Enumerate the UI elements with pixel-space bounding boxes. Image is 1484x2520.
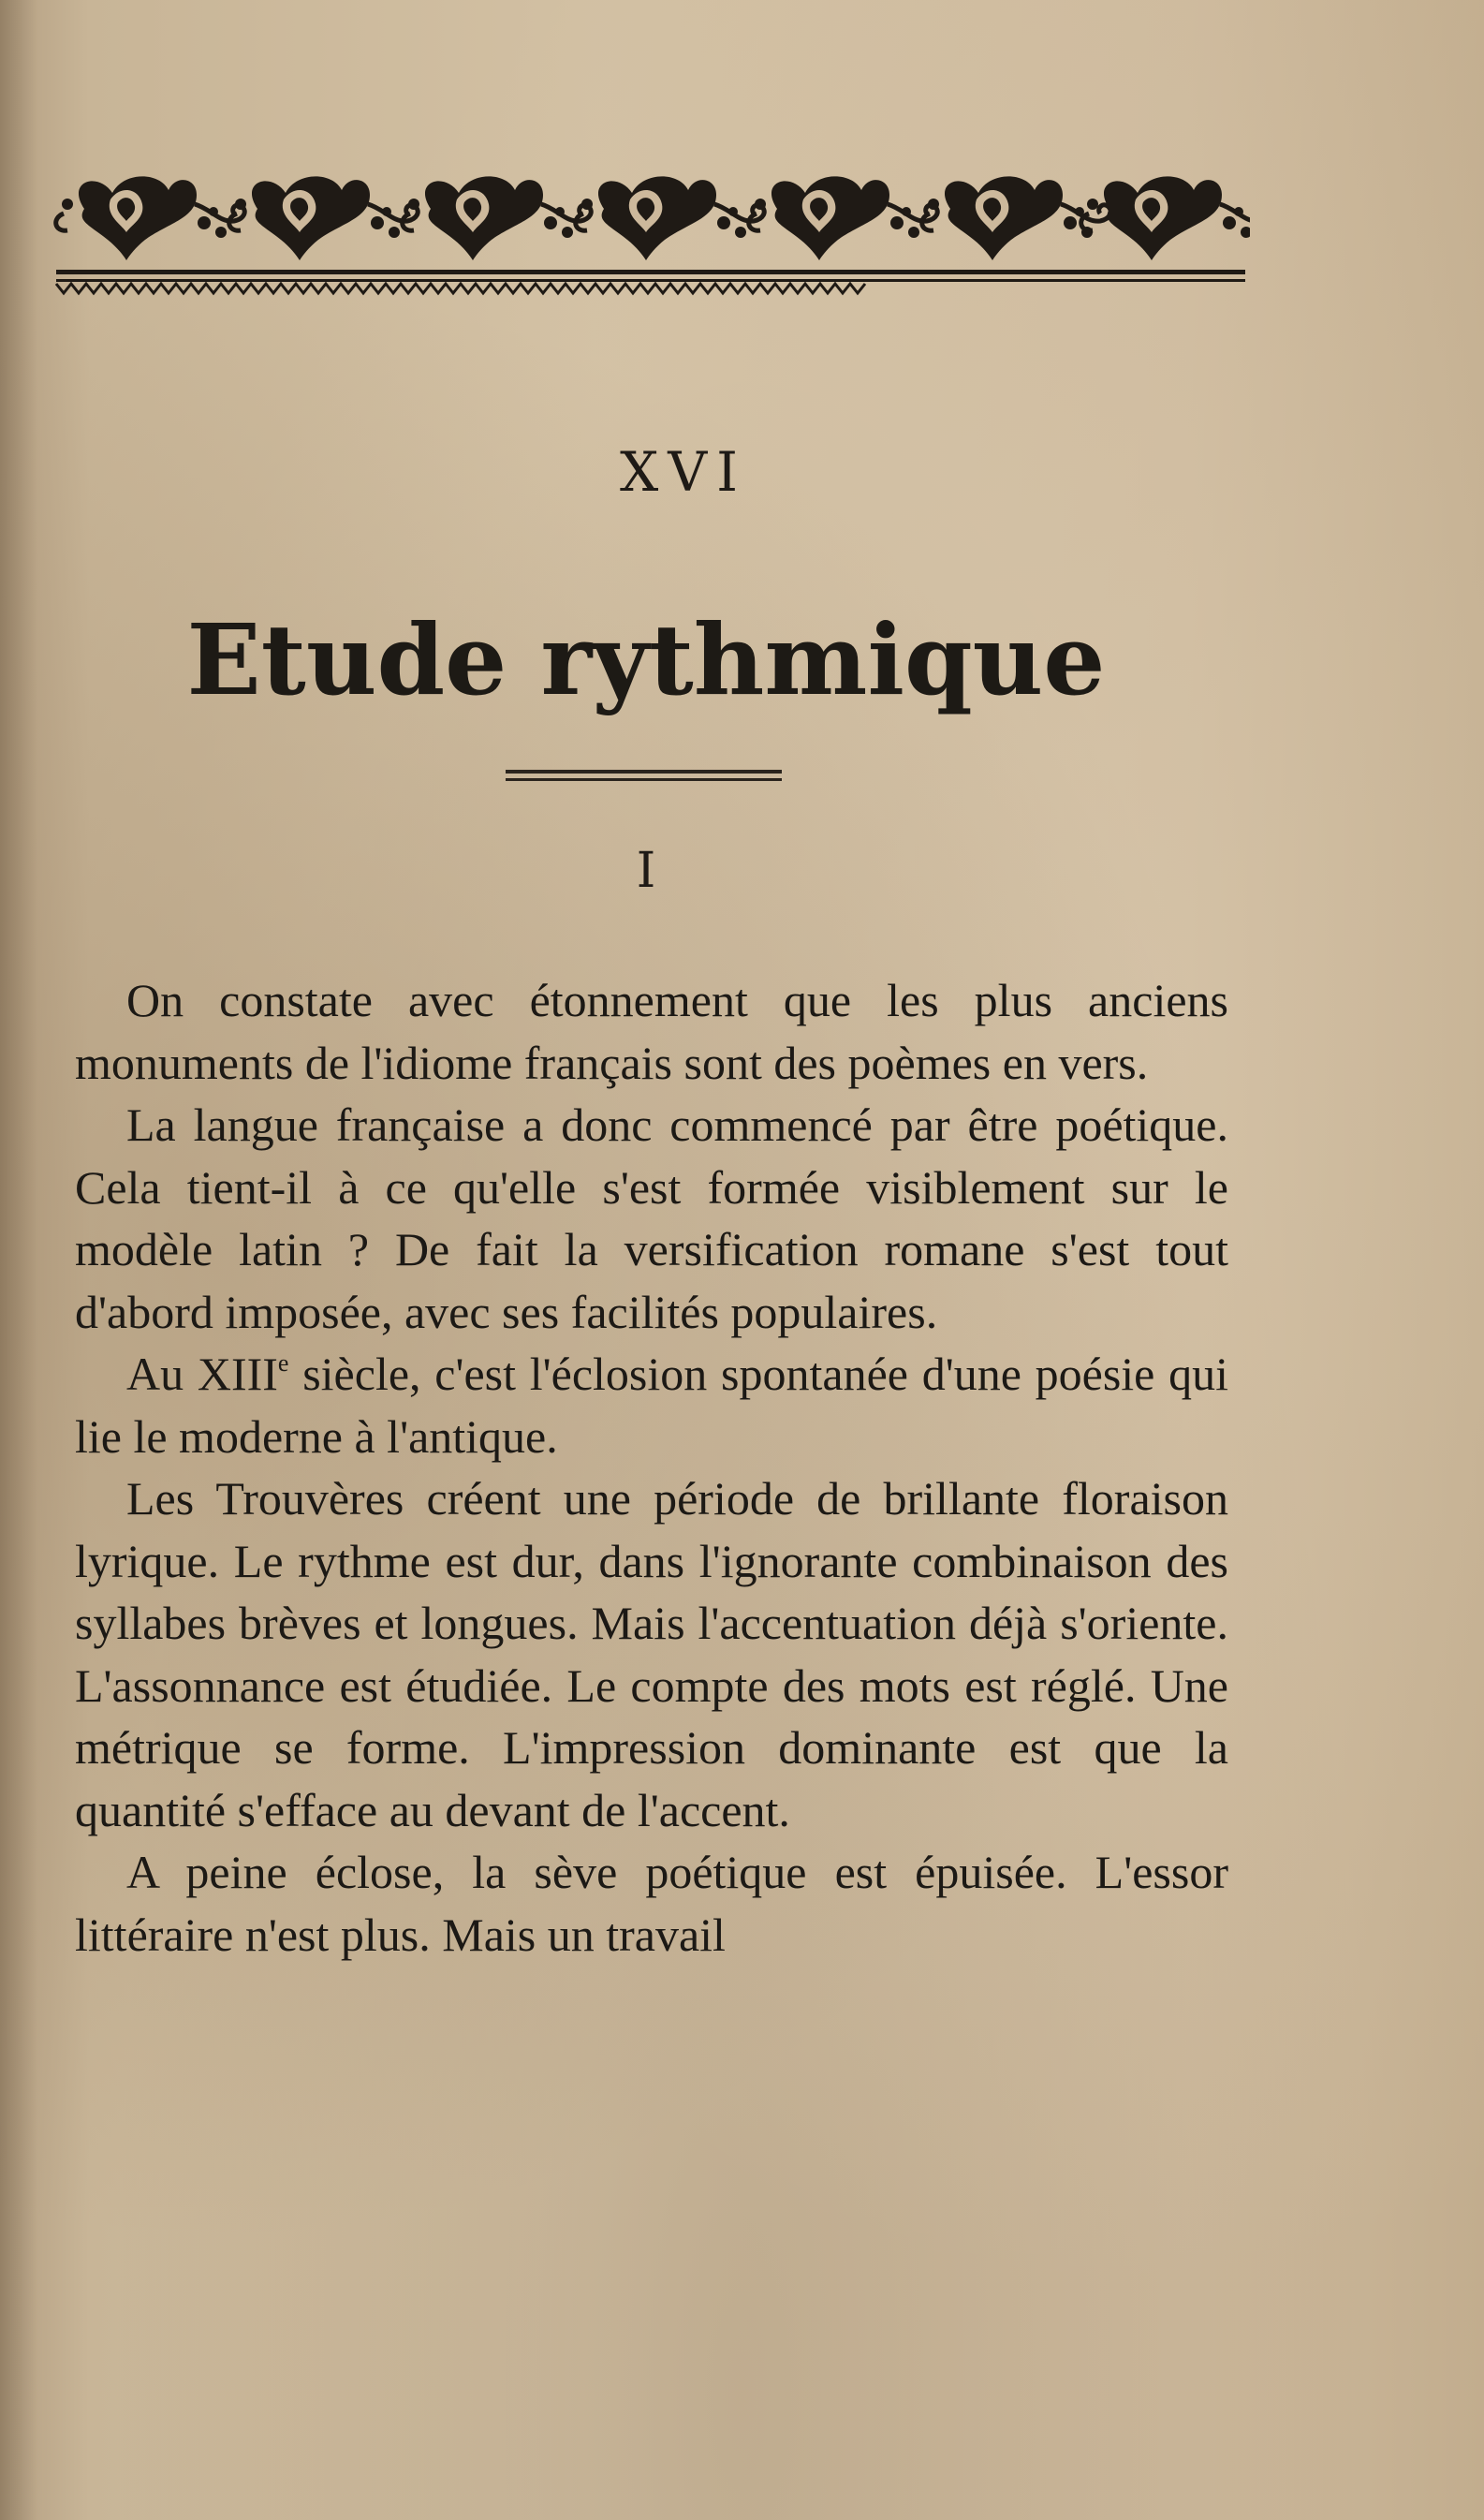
decorative-header-ornament (51, 159, 1250, 309)
superscript-text: e (277, 1349, 289, 1377)
paragraph (75, 1343, 1228, 1467)
rule-line (506, 770, 782, 774)
paragraph: Les Trouvères créent une période de brillante floraison lyrique. Le rythme est dur, dans l'ignorante combinaison des syllabes brèves et longues. Mais l'accentuation déjà s'oriente. L'assonnance est étudiée. Le compte des mots est réglé. Une métrique se forme. L'impression dominante est que la quantité s'efface au devant de l'accent. (75, 1472, 1228, 1836)
binding-shadow (0, 0, 37, 2520)
paragraph: La langue française a donc commencé par être poétique. Cela tient-il à ce qu'elle s'est formée visiblement sur le modèle latin ? De fait la versification romane s'est tout d'abord imposée, avec ses facilités populaires. (75, 1098, 1228, 1338)
chapter-title: Etude rythmique (186, 602, 1106, 717)
paragraph: On constate avec étonnement que les plus anciens monuments de l'idiome français sont des poèmes en vers. (75, 974, 1228, 1089)
paragraph-text: siècle, c'est l'éclosion spontanée d'une poésie qui lie le moderne à l'antique. (75, 1348, 1229, 1463)
body-text (75, 969, 1228, 1966)
paragraph-text: Au XIII (126, 1348, 278, 1400)
paragraph: A peine éclose, la sève poétique est épuisée. L'essor littéraire n'est plus. Mais un travail (75, 1846, 1228, 1961)
title-double-rule (506, 770, 782, 783)
section-number: I (636, 843, 656, 899)
chapter-number: XVI (619, 440, 748, 504)
rule-line (506, 778, 782, 781)
